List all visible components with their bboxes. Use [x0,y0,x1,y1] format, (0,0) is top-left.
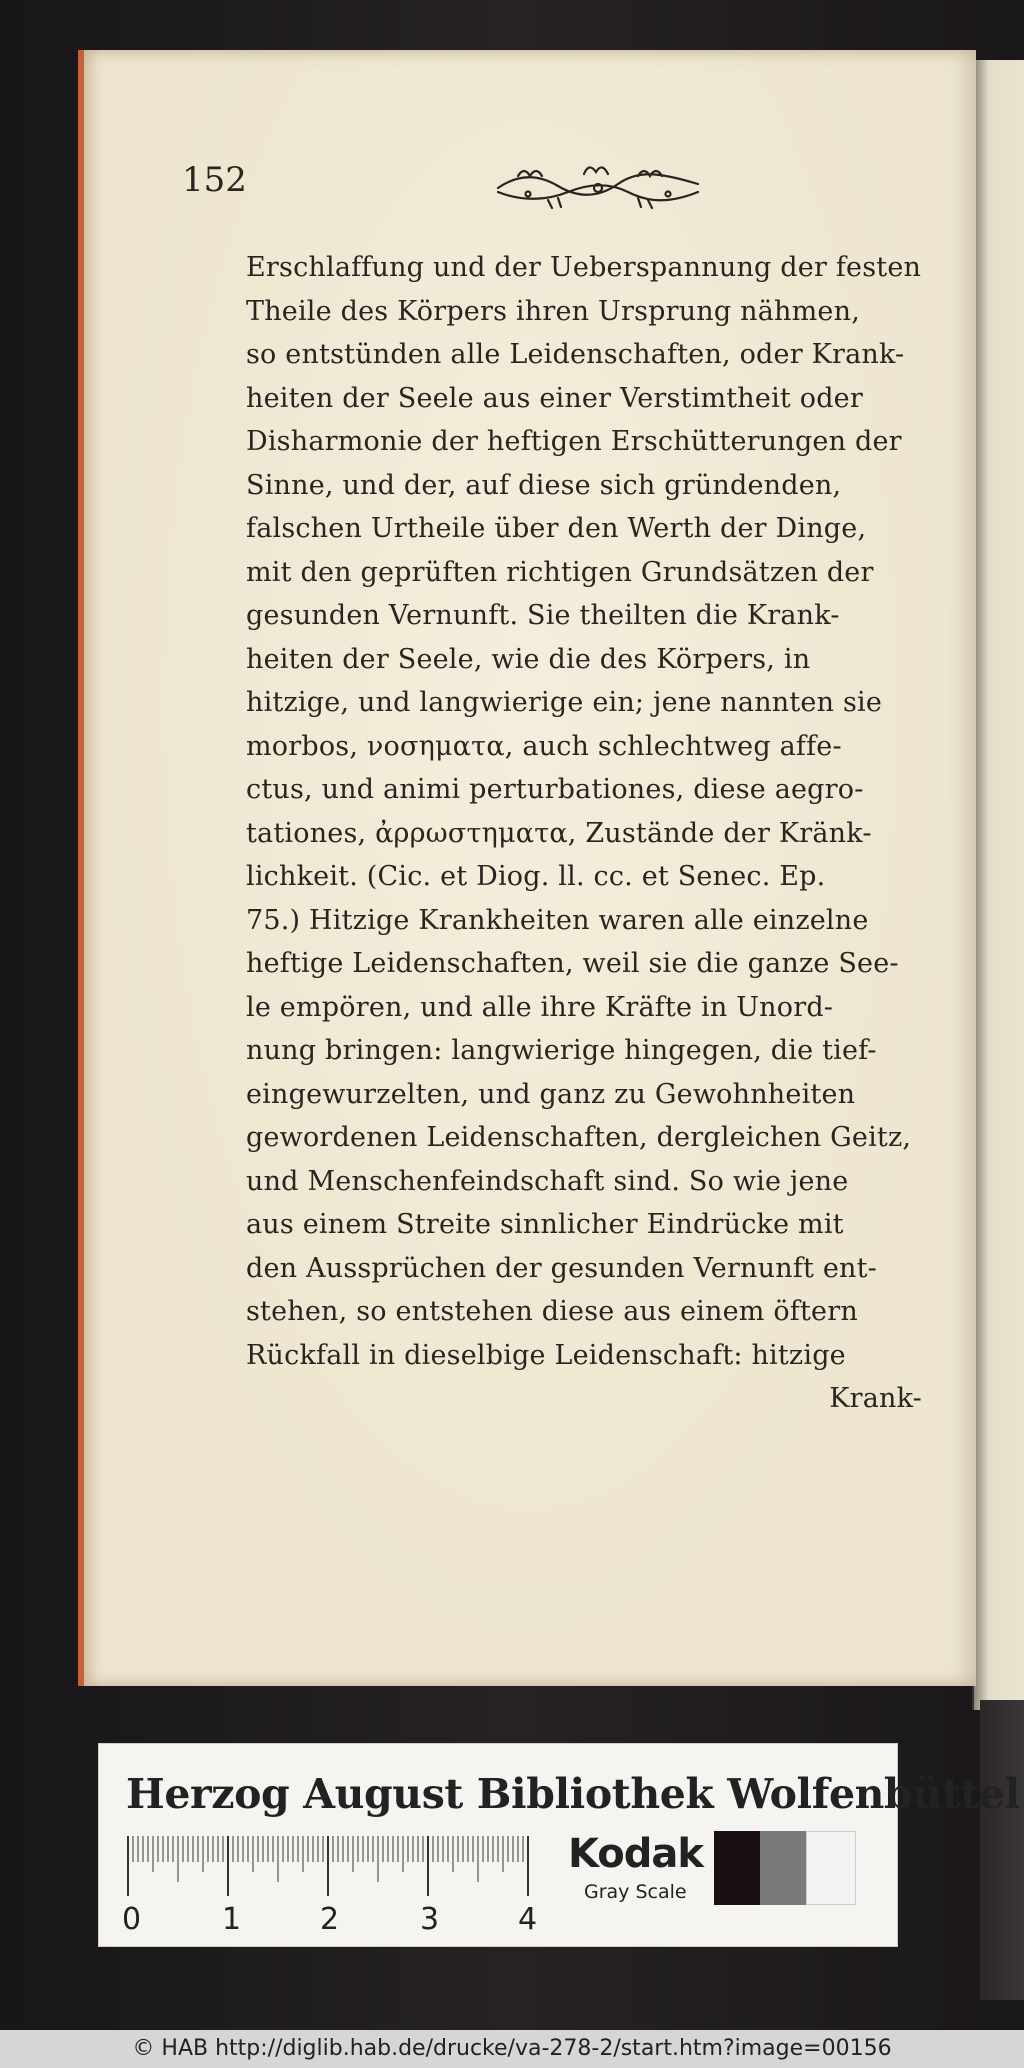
text-line: den Aussprüchen der gesunden Vernunft ent- [246,1252,877,1284]
text-line: Disharmonie der heftigen Erschütterungen der [246,426,902,457]
text-line: so entstünden alle Leidenschaften, oder Krank- [246,339,905,370]
text-line: ctus, und animi perturbationes, diese aegro- [246,774,864,805]
text-line: Theile des Körpers ihren Ursprung nähmen, [246,295,860,327]
swatch-gray [760,1831,806,1905]
text-line: morbos, νοσηματα, auch schlechtweg affe- [246,730,842,762]
next-page-shadow [980,1700,1024,2000]
swatch-dark [714,1831,760,1905]
text-line: falschen Urtheile über den Werth der Dinge, [246,513,867,544]
text-line: mit den geprüften richtigen Grundsätzen der [246,556,874,588]
page-number: 152 [182,160,247,200]
text-line: und Menschenfeindschaft sind. So wie jene [246,1165,849,1197]
text-line: gesunden Vernunft. Sie theilten die Krank- [246,600,840,631]
text-line: aus einem Streite sinnlicher Eindrücke mit [246,1209,844,1240]
ruler-number-2: 2 [320,1902,340,1937]
ruler-number-3: 3 [420,1902,440,1937]
text-line: nung bringen: langwierige hingegen, die tief- [246,1035,877,1066]
text-line: heiten der Seele, wie die des Körpers, in [246,643,811,675]
library-name: Herzog August Bibliothek Wolfenbüttel [126,1770,1020,1818]
text-line: hitzige, und langwierige ein; jene nannten sie [246,687,883,718]
catchword: Krank- [829,1383,922,1414]
body-text [246,246,922,1421]
text-line: gewordenen Leidenschaften, dergleichen Geitz, [246,1122,912,1153]
text-line: lichkeit. (Cic. et Diog. ll. cc. et Senec. Ep. [246,861,826,892]
gray-scale-label: Gray Scale [584,1881,687,1903]
text-line: 75.) Hitzige Krankheiten waren alle einzelne [246,904,869,936]
text-line: heiten der Seele aus einer Verstimtheit oder [246,382,863,414]
text-line: Erschlaffung und der Ueberspannung der festen [246,252,922,283]
text-line: Sinne, und der, auf diese sich gründenden, [246,469,842,501]
swatch-white [806,1831,856,1905]
ruler-number-0: 0 [122,1902,142,1937]
text-line: eingewurzelten, und ganz zu Gewohnheiten [246,1078,856,1110]
footer-citation[interactable]: © HAB http://diglib.hab.de/drucke/va-278-2/start.htm?image=00156 [0,2030,1024,2068]
text-line: Rückfall in dieselbige Leidenschaft: hitzige [246,1339,846,1371]
text-line: tationes, ἀρρωστηματα, Zustände der Kränk- [246,817,872,849]
text-line: heftige Leidenschaften, weil sie die ganze See- [246,948,899,979]
text-line: stehen, so entstehen diese aus einem öftern [246,1296,858,1327]
ruler-number-1: 1 [222,1902,242,1937]
ruler [126,1836,536,1898]
ruler-number-4: 4 [518,1902,538,1937]
kodak-logo: Kodak [568,1831,703,1877]
next-page-edge [972,60,1024,1710]
text-line: le empören, und alle ihre Kräfte in Unord- [246,991,834,1023]
ornament-icon [488,154,708,214]
